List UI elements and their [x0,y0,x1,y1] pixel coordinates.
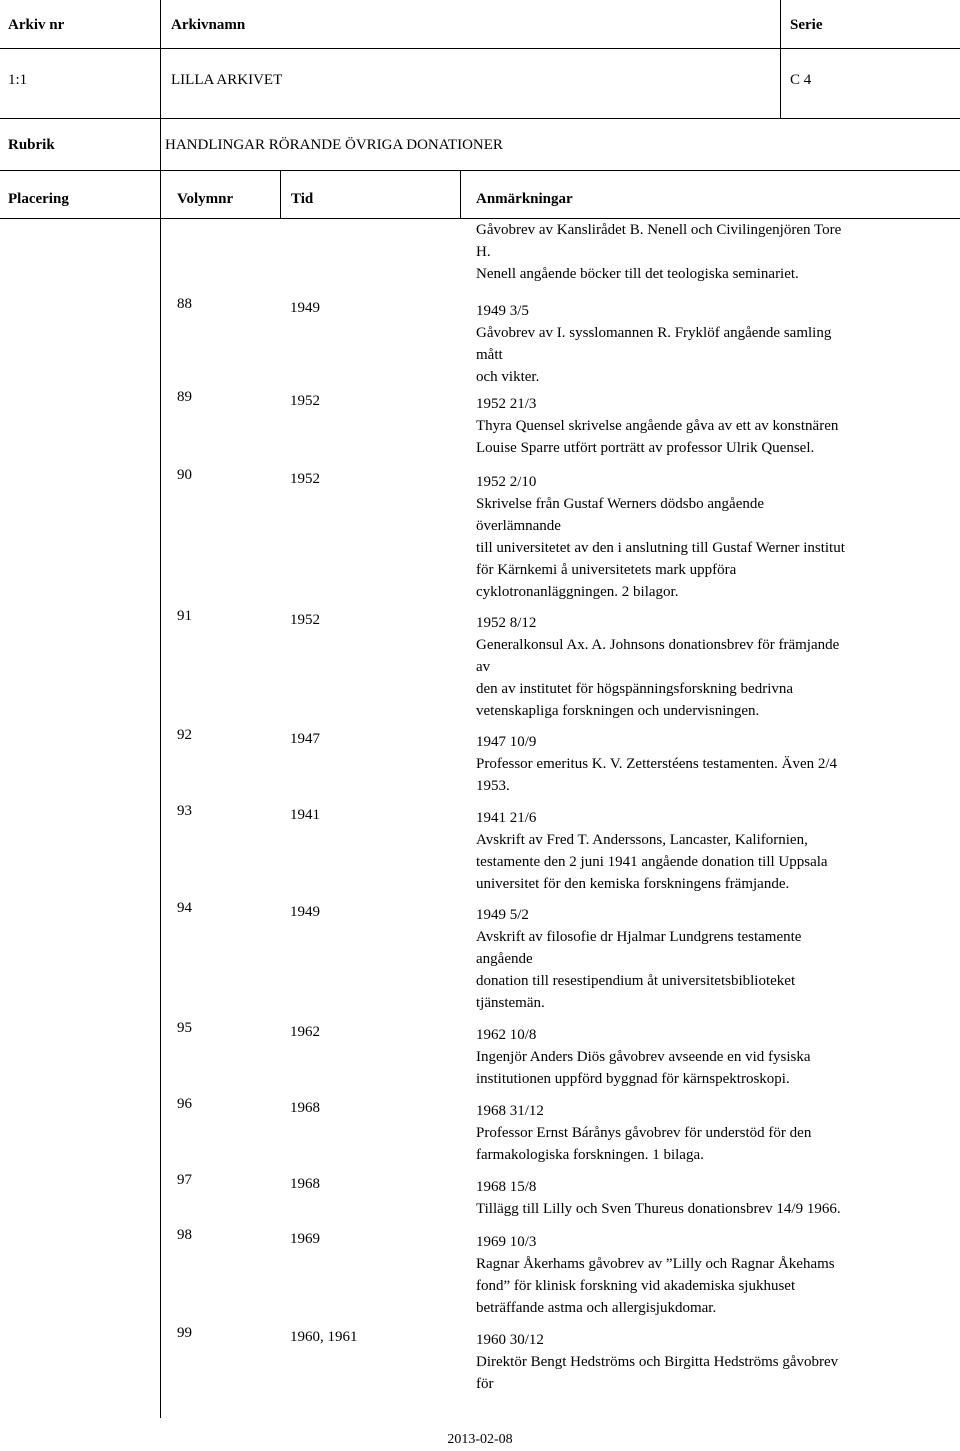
col-divider-2 [280,170,281,218]
anm-line: Ingenjör Anders Diös gåvobrev avseende en vid fysiska [476,1049,811,1065]
intro-annotation [476,219,841,285]
anm-line: 1968 15/8 [476,1179,537,1195]
anm-line: vetenskapliga forskningen och undervisningen. [476,703,760,719]
row-anmarkning [476,904,916,1014]
anm-line: testamente den 2 juni 1941 angående donation till Uppsala [476,854,828,870]
row-volymnr: 91 [177,608,192,624]
anm-line: tjänstemän. [476,995,545,1011]
row-tid: 1952 [290,471,320,487]
row-tid: 1968 [290,1100,320,1116]
anm-line: fond” för klinisk forskning vid akademiska sjukhuset [476,1278,796,1294]
anm-line: och vikter. [476,369,540,385]
anm-line: till universitetet av den i anslutning till Gustaf Werner institut [476,540,845,556]
row-volymnr: 93 [177,803,192,819]
row-anmarkning [476,300,916,388]
row-tid: 1941 [290,807,320,823]
placering-column-divider [160,218,161,1418]
anm-line: 1949 5/2 [476,907,529,923]
row-tid: 1952 [290,612,320,628]
anm-line: Skrivelse från Gustaf Werners dödsbo angående [476,496,765,512]
anm-line: 1969 10/3 [476,1234,537,1250]
header-divider-left [160,0,161,118]
arkivnamn-value: LILLA ARKIVET [171,72,283,88]
intro-line: H. [476,244,491,260]
anm-line: 1952 2/10 [476,474,537,490]
col-divider-3 [460,170,461,218]
row-anmarkning [476,393,916,459]
arkivnr-value: 1:1 [8,72,28,88]
row-anmarkning [476,471,916,603]
col-placering: Placering [8,191,69,207]
anm-line: överlämnande [476,518,561,534]
anm-line: Gåvobrev av I. sysslomannen R. Fryklöf angående samling [476,325,832,341]
anm-line: institutionen uppförd byggnad för kärnspektroskopi. [476,1071,790,1087]
anm-line: Direktör Bengt Hedströms och Birgitta Hedströms gåvobrev [476,1354,839,1370]
anm-line: 1962 10/8 [476,1027,537,1043]
header-row-divider [0,48,960,49]
row-anmarkning [476,1329,916,1395]
anm-line: för Kärnkemi å universitetets mark uppföra [476,562,737,578]
anm-line: 1968 31/12 [476,1103,544,1119]
row-volymnr: 92 [177,727,192,743]
row-tid: 1952 [290,393,320,409]
row-volymnr: 99 [177,1325,192,1341]
arkivnr-label: Arkiv nr [8,17,65,33]
row-tid: 1947 [290,731,320,747]
row-anmarkning [476,1100,916,1166]
row-anmarkning [476,1024,916,1090]
anm-line: 1947 10/9 [476,734,537,750]
col-divider-1 [160,170,161,218]
row-tid: 1969 [290,1231,320,1247]
anm-line: för [476,1376,494,1392]
anm-line: Professor emeritus K. V. Zetterstéens testamenten. Även 2/4 [476,756,838,772]
row-volymnr: 96 [177,1096,192,1112]
arkivnamn-label: Arkivnamn [171,17,246,33]
rubrik-value: HANDLINGAR RÖRANDE ÖVRIGA DONATIONER [165,137,503,153]
row-tid: 1968 [290,1176,320,1192]
col-anmarkningar: Anmärkningar [476,191,573,207]
col-tid: Tid [291,191,314,207]
row-anmarkning [476,612,916,722]
header-bottom-rule [0,118,960,119]
anm-line: den av institutet för högspänningsforskning bedrivna [476,681,794,697]
anm-line: Professor Ernst Bárånys gåvobrev för understöd för den [476,1125,812,1141]
anm-line: universitet för den kemiska forskningens främjande. [476,876,790,892]
rubrik-bottom-rule [0,170,960,171]
anm-line: donation till resestipendium åt universitetsbiblioteket [476,973,796,989]
anm-line: Ragnar Åkerhams gåvobrev av ”Lilly och Ragnar Åkehams [476,1256,835,1272]
row-volymnr: 97 [177,1172,192,1188]
anm-line: beträffande astma och allergisjukdomar. [476,1300,717,1316]
row-volymnr: 95 [177,1020,192,1036]
row-anmarkning [476,731,916,797]
anm-line: farmakologiska forskningen. 1 bilaga. [476,1147,704,1163]
rubrik-label: Rubrik [8,137,55,153]
row-anmarkning [476,1231,916,1319]
anm-line: angående [476,951,533,967]
row-tid: 1962 [290,1024,320,1040]
anm-line: 1941 21/6 [476,810,537,826]
anm-line: Tillägg till Lilly och Sven Thureus donationsbrev 14/9 1966. [476,1201,841,1217]
row-volymnr: 94 [177,900,192,916]
anm-line: Avskrift av filosofie dr Hjalmar Lundgrens testamente [476,929,802,945]
row-volymnr: 88 [177,296,192,312]
anm-line: Thyra Quensel skrivelse angående gåva av ett av konstnären [476,418,839,434]
col-volymnr: Volymnr [177,191,234,207]
row-tid: 1949 [290,904,320,920]
anm-line: Avskrift av Fred T. Anderssons, Lancaster, Kalifornien, [476,832,808,848]
anm-line: Generalkonsul Ax. A. Johnsons donationsbrev för främjande [476,637,840,653]
row-volymnr: 90 [177,467,192,483]
anm-line: av [476,659,491,675]
anm-line: Louise Sparre utfört porträtt av professor Ulrik Quensel. [476,440,815,456]
intro-line: Gåvobrev av Kanslirådet B. Nenell och Civilingenjören Tore [476,222,842,238]
row-tid: 1949 [290,300,320,316]
anm-line: 1949 3/5 [476,303,529,319]
serie-label: Serie [790,17,823,33]
rubrik-divider [160,118,161,170]
anm-line: 1952 21/3 [476,396,537,412]
anm-line: 1952 8/12 [476,615,537,631]
intro-line: Nenell angående böcker till det teologiska seminariet. [476,266,799,282]
row-volymnr: 89 [177,389,192,405]
row-tid: 1960, 1961 [290,1329,358,1345]
anm-line: mått [476,347,503,363]
header-divider-right [780,0,781,118]
row-anmarkning [476,807,916,895]
row-anmarkning [476,1176,916,1220]
anm-line: cyklotronanläggningen. 2 bilagor. [476,584,679,600]
row-volymnr: 98 [177,1227,192,1243]
anm-line: 1953. [476,778,510,794]
anm-line: 1960 30/12 [476,1332,544,1348]
serie-value: C 4 [790,72,812,88]
footer-date: 2013-02-08 [447,1432,513,1447]
